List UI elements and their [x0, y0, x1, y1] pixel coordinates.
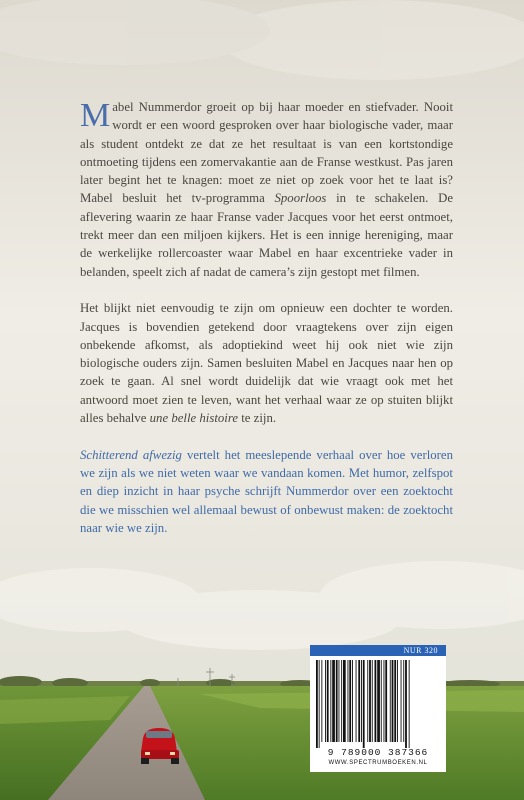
isbn-barcode-label — [310, 645, 446, 772]
barcode-stripe — [349, 660, 351, 742]
barcode-stripe — [377, 660, 380, 742]
barcode-stripe — [390, 660, 391, 742]
barcode-bars — [316, 660, 440, 748]
barcode-stripe — [363, 660, 365, 748]
barcode-stripe — [327, 660, 329, 742]
back-cover-blurb — [80, 98, 453, 555]
barcode-stripe — [384, 660, 385, 742]
publisher-website: WWW.SPECTRUMBOEKEN.NL — [328, 760, 428, 766]
barcode-stripe — [361, 660, 362, 742]
barcode-stripe — [394, 660, 396, 742]
barcode-stripe — [339, 660, 340, 742]
p2-text: Het blijkt niet eenvoudig te zijn om opnieuw een dochter te worden. Jacques is bovendien getekend door vraagtekens over zijn eigen onbekende afkomst, als adoptiekind weet hij ook niet wie zijn biologische ouders zijn. Samen besluiten Mabel en Jacques naar hen op zoek te gaan. Al snel wordt duidelijk dat wie vraagt ook met het antwoord moet zien te leven, want het verhaal waar ze op stuiten blijkt alles behalve — [80, 301, 453, 426]
p3-text: vertelt het meeslepende verhaal over hoe verloren we zijn als we niet weten waar we vandaan komen. Met humor, zelfspot en diep inzicht in haar psyche schrijft Nummerdor over een zoektocht die we misschien wel allemaal bewust of onbewust maken: de zoektocht naar wie we zijn. — [80, 447, 453, 535]
barcode-stripe — [343, 660, 346, 742]
barcode-stripe — [401, 660, 402, 742]
blurb-paragraph-1 — [80, 98, 453, 281]
barcode-stripe — [381, 660, 382, 742]
barcode-stripe — [332, 660, 335, 742]
barcode-stripe — [325, 660, 326, 742]
program-title: Spoorloos — [274, 191, 327, 206]
drop-cap: M — [80, 97, 111, 134]
barcode-stripe — [397, 660, 398, 742]
barcode-stripe — [372, 660, 373, 742]
barcode-stripe — [330, 660, 331, 742]
barcode-stripe — [409, 660, 410, 748]
p1-text: abel Nummerdor groeit op bij haar moeder en stiefvader. Nooit wordt er een woord gesproken over haar biologische vader, maar als student ontdekt ze dat ze het resultaat is van een kortstondige ontmoeting tijdens een zomervakantie aan de Franse westkust. Pas jaren later begint het te knagen: moet ze niet op zoek voor het te laat is? Mabel besluit het tv-programma — [80, 100, 453, 206]
nur-bar — [310, 645, 446, 656]
barcode-stripe — [358, 660, 360, 742]
nur-code: NUR 320 — [403, 646, 438, 655]
p1-text-end: in te schakelen. De aflevering waarin ze haar Franse vader Jacques voor het eerst ontmoet, trekt meer dan een miljoen kijkers. Het is een innige hereniging, maar de werkelijke rollercoaster waar Mabel en haar excentrieke vader in belanden, speelt zich af nadat de camera’s zijn gestopt met filmen. — [80, 191, 454, 279]
barcode-stripe — [403, 660, 404, 742]
isbn-number: 9 789000 387366 — [327, 747, 429, 758]
barcode-stripe — [375, 660, 377, 742]
blurb-paragraph-3 — [80, 446, 453, 537]
barcode-stripe — [319, 660, 320, 748]
p2-text-end: te zijn. — [238, 411, 277, 426]
barcode-stripe — [356, 660, 357, 742]
barcode-stripe — [316, 660, 318, 748]
book-title-italic: Schitterend afwezig — [80, 447, 182, 462]
phrase-italic: une belle histoire — [149, 411, 239, 426]
barcode-stripe — [392, 660, 394, 742]
barcode-stripe — [369, 660, 371, 742]
barcode-stripe — [336, 660, 338, 742]
blurb-paragraph-2 — [80, 299, 453, 427]
barcode-stripe — [341, 660, 342, 742]
barcode-stripe — [367, 660, 368, 742]
barcode-stripe — [352, 660, 353, 742]
barcode-stripe — [321, 660, 322, 742]
barcode-stripe — [405, 660, 407, 748]
barcode-stripe — [385, 660, 387, 742]
barcode-stripe — [348, 660, 349, 742]
